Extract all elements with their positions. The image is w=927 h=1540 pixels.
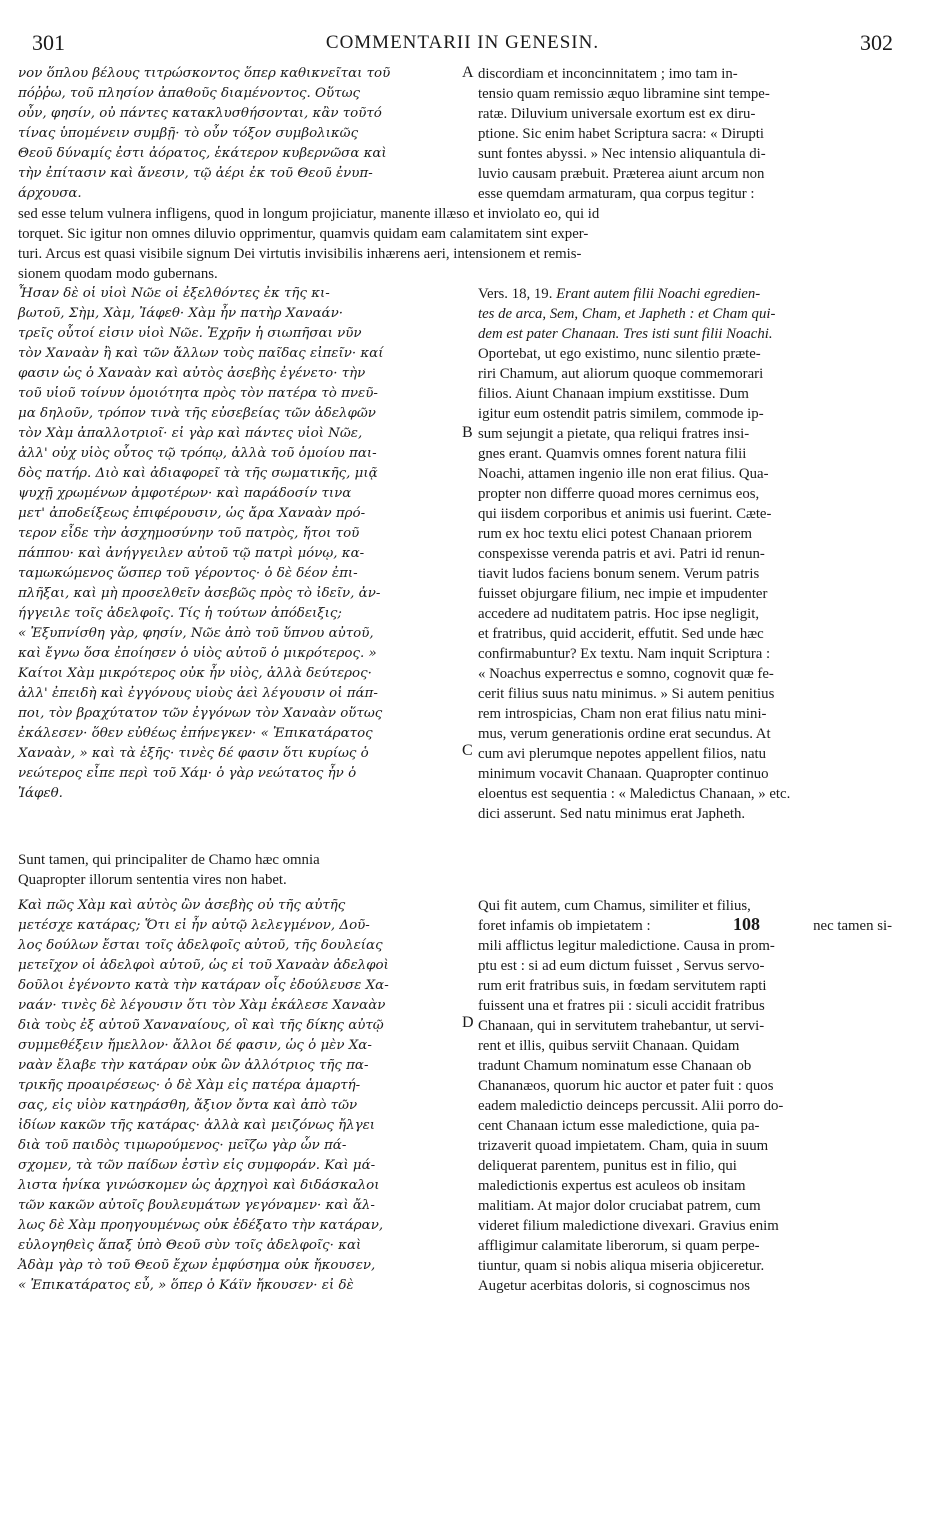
greek-paragraph-1: νον ὅπλου βέλους τιτρώσκοντος ὅπερ καθικνεῖται τοῦ πόῤῥω, τοῦ πλησίον ἀπαθοῦς διαμένοντος. Οὕτως οὖν, φησίν, οὐ πάντες κατακλυσθήσονται, κἂν τοῦτό τίνας ὑπομένειν συμβῇ· τὸ οὖν τόξον συμβολικῶς Θεοῦ δύναμίς ἐστι ἀόρατος, ἑκάτερον κυβερνῶσα καὶ τὴν ἐπίτασιν καὶ ἄνεσιν, τῷ ἀέρι ἐκ τοῦ Θεοῦ ἐνυπ- άρχουσα. [18,66,391,201]
latin-paragraph-2: Oportebat, ut ego existimo, nunc silentio præte- riri Chamum, aut aliorum quoque commemorari filios. Aiunt Chanaan impium exstitisse. Dum igitur eum ostendit patris similem, commode ip- sum sejungit a pietate, qua reliqui fratres insi- gnes erant. Quamvis omnes forent natura filii Noachi, attamen ingenio ille non erat filius. Qua- propter non differre quoad mores cernimus eos, qui iisdem corporibus et animis usi fuerint. Cæte- rum ex hoc textu elici potest Chanaan priorem conspexisse verenda patris et avi. Patri id renun- tiavit ludos faciens bonum senem. Verum patris fuisset objurgare filium, nec impie et impudenter accedere ad nuditatem patris. Hoc ipse negligit, et fratribus, quid acciderit, effutit. Sed unde hæc confirmabuntur? Ex textu. Nam inquit Scriptura : « Noachus experrectus e somno, cognovit quæ fe- cerit filius suus natu minimus. » Si autem penitius rem introspicias, Cham non erat filius natu mini- mus, verum generationis ordine erat secundus. At cum avi plerumque nepotes appellent filios, natu minimum vocavit Chanaan. Quapropter continuo eloentus est sequentia : « Maledictus Chanaan, » etc. dici asserunt. Sed natu minimus erat Japheth. [478,346,791,822]
latin-short-paragraph: Sunt tamen, qui principaliter de Chamo hæc omnia Quapropter illorum sententia vires non habet. [18,852,320,888]
page-number-right: 302 [860,30,893,55]
margin-letter-d: D [462,1014,474,1031]
margin-letter-c: C [462,742,473,759]
greek-paragraph-3: Καὶ πῶς Χὰμ καὶ αὐτὸς ὢν ἀσεβὴς οὐ τῆς αὐτῆς μετέσχε κατάρας; Ὅτι εἰ ἦν αὐτῷ λελεγμένον, Δοῦ- λος δούλων ἔσται τοῖς ἀδελφοῖς αὐτοῦ, τῆς δουλείας μετεῖχον οἱ ἀδελφοὶ αὐτοῦ, ὡς εἰ τοῦ Χαναὰν ἀδελφοὶ δοῦλοι ἐγένοντο κατὰ τὴν κατάραν οἷς ἐδούλευσε Χα- ναάν· τινὲς δὲ λέγουσιν ὅτι τὸν Χὰμ ἐκάλεσε Χαναὰν διὰ τοὺς ἐξ αὐτοῦ Χαναναίους, οἳ καὶ τῆς δίκης αὐτῷ συμμεθέξειν ἤμελλον· ἄλλοι δέ φασιν, ὡς ὁ μὲν Χα- ναὰν ἔλαβε τὴν κατάραν οὐκ ὢν ἀλλότριος τῆς πα- τρικῆς προαιρέσεως· ὁ δὲ Χὰμ εἰς πατέρα ἁμαρτή- σας, εἰς υἱὸν κατηράσθη, ἄξιον ὄντα καὶ ἀπὸ τῶν ἰδίων κακῶν τῆς κατάρας· ἀλλὰ καὶ μειζόνως ἤλγει διὰ τοῦ παιδὸς τιμωρούμενος· μεῖζω γὰρ ὧν πά- σχομεν, τὰ τῶν παίδων ἐστὶν εἰς συμφοράν. Καὶ μά- λιστα ἡνίκα γινώσκομεν ὡς ἀρχηγοὶ καὶ διδάσκαλοι τῶν κακῶν αὐτοῖς βουλευμάτων γεγόναμεν· καὶ ἄλ- λως δὲ Χὰμ προηγουμένως οὐκ ἐδέξατο τὴν κατάραν, εὐλογηθεὶς ἅπαξ ὑπὸ Θεοῦ σὺν τοῖς ἀδελφοῖς· καὶ Ἀδὰμ γὰρ τὸ τοῦ Θεοῦ ἔχων ἐμφύσημα οὐκ ἤκουσεν, « Ἐπικατάρατος εὖ, » ὅπερ ὁ Κάϊν ἤκουσεν· εἰ δὲ [18,898,389,1293]
greek-paragraph-2: Ἦσαν δὲ οἱ υἱοὶ Νῶε οἱ ἐξελθόντες ἐκ τῆς κι- βωτοῦ, Σὴμ, Χὰμ, Ἰάφεθ· Χὰμ ἦν πατὴρ Χαναάν· τρεῖς οὗτοί εἰσιν υἱοὶ Νῶε. Ἐχρῆν ἡ σιωπῆσαι νῦν τὸν Χαναὰν ἢ καὶ τῶν ἄλλων τοὺς παῖδας εἰπεῖν· καί φασιν ὡς ὁ Χαναὰν καὶ αὐτὸς ἀσεβὴς ἐγένετο· τὴν τοῦ υἱοῦ τοίνυν ὁμοιότητα πρὸς τὸν πατέρα τὸ πνεῦ- μα δηλοῦν, τρόπον τινὰ τῆς εὐσεβείας τῶν ἀδελφῶν τὸν Χὰμ ἀπαλλοτριοῖ· εἰ γὰρ καὶ πάντες υἱοὶ Νῶε, ἀλλ' οὐχ υἱὸς οὗτος τῷ τρόπῳ, ἀλλὰ τοῦ ὁμοίου παι- δὸς πατήρ. Διὸ καὶ ἀδιαφορεῖ τὰ τῆς σωματικῆς, μιᾷ ψυχῇ χρωμένων ἀμφοτέρων· καὶ παράδοσίν τινα μετ' ἀποδείξεως ἐπιφέρουσιν, ὡς ἄρα Χαναὰν πρό- τερον εἶδε τὴν ἀσχημοσύνην τοῦ πατρὸς, ἤτοι τοῦ πάππου· καὶ ἀνήγγειλεν αὐτοῦ τῷ πατρὶ μόνῳ, κα- ταμωκώμενος ὥσπερ τοῦ γέροντος· ὁ δὲ δέον ἐπι- πλῆξαι, καὶ μὴ προσελθεῖν ἀσεβῶς πρὸς τὸ ἰδεῖν, ἀν- ήγγειλε τοῖς ἀδελφοῖς. Τίς ἡ τούτων ἀπόδειξις; « Ἐξυπνίσθη γὰρ, φησίν, Νῶε ἀπὸ τοῦ ὕπνου αὐτοῦ, καὶ ἔγνω ὅσα ἐποίησεν ὁ υἱὸς αὐτοῦ ὁ μικρότερος. » Καίτοι Χὰμ μικρότερος οὐκ ἦν υἱὸς, ἀλλὰ δεύτερος· ἀλλ' ἐπειδὴ καὶ ἐγγόνους υἱοὺς ἀεὶ λέγουσιν οἱ πάπ- ποι, τὸν βραχύτατον τῶν ἐγγόνων τὸν Χαναὰν οὕτως ἐκάλεσεν· ὅθεν εὐθέως ἐπήνεγκεν· « Ἐπικατάρατος Χαναὰν, » καὶ τὰ ἑξῆς· τινὲς δέ φασιν ὅτι κυρίως ὁ νεώτερος εἶπε περὶ τοῦ Χάμ· ὁ γὰρ νεώτατος ἦν ὁ Ἰάφεθ. [18,286,384,801]
latin-paragraph-3a: Qui fit autem, cum Chamus, similiter et filius, foret infamis ob impietatem : [478,898,751,934]
column-number: 108 [733,914,760,934]
running-title: COMMENTARII IN GENESIN. [325,32,600,53]
page-number-left: 301 [32,30,65,55]
verse-text: Erant autem filii Noachi egredien- tes de arca, Sem, Cham, et Japheth : et Cham qui- dem est pater Chanaan. Tres isti sunt filii Noachi. [478,286,776,342]
margin-letter-b: B [462,424,473,441]
margin-letter-a: A [462,64,474,81]
running-header [32,30,893,58]
verse-label: Vers. 18, 19. [478,286,553,302]
latin-paragraph-3c: mili afflictus legitur maledictione. Causa in prom- ptu est : si ad eum dictum fuisset , Servus servo- rum erit fratribus suis, in fœdam servitutem rapti fuissent una et fratres pii : siculi accidit fratribus Chanaan, qui in servitutem trahebantur, ut servi- rent et illis, quibus serviit Chanaan. Quidam tradunt Chamum nominatum esse Chanaan ob Chananæos, quorum hic auctor et pater fuit : quos eadem maledictio deinceps percussit. Alii porro do- cent Chanaan ictum esse maledictione, quia pa- trizaverit quoad impietatem. Cham, quia in suum deliquerat parentem, punitus est in filio, qui maledictionis expertus est aculeos ob insitam malitiam. At major dolor cruciabat patrem, cum videret filium maledictione divexari. Gravius enim affligimur calamitate liberorum, si quam perpe- tiuntur, quam si nobis aliqua miseria objiceretur. Augetur acerbitas doloris, si cognoscimus nos [478,938,784,1294]
latin-paragraph-1: discordiam et inconcinnitatem ; imo tam in- tensio quam remissio æquo libramine sint tempe- ratæ. Diluvium universale exortum est ex diru- ptione. Sic enim habet Scriptura sacra: « Dirupti sunt fontes abyssi. » Nec intensio aliquantula di- luvio causam præbuit. Præterea aiunt arcum non esse quemdam armaturam, qua corpus tegitur : [478,66,770,202]
spanning-latin-paragraph: sed esse telum vulnera infligens, quod in longum projiciatur, manente illæso et inviolato eo, qui id torquet. Sic igitur non omnes diluvio opprimentur, quamvis quidam eam calamitatem sint exper- turi. Arcus est quasi visibile signum Dei virtutis invisibilis inhærens aeri, intensionem et remis- sionem quodam modo gubernans. [18,206,600,282]
verse-heading [478,284,892,344]
latin-paragraph-3b: nec tamen si- [813,918,892,934]
